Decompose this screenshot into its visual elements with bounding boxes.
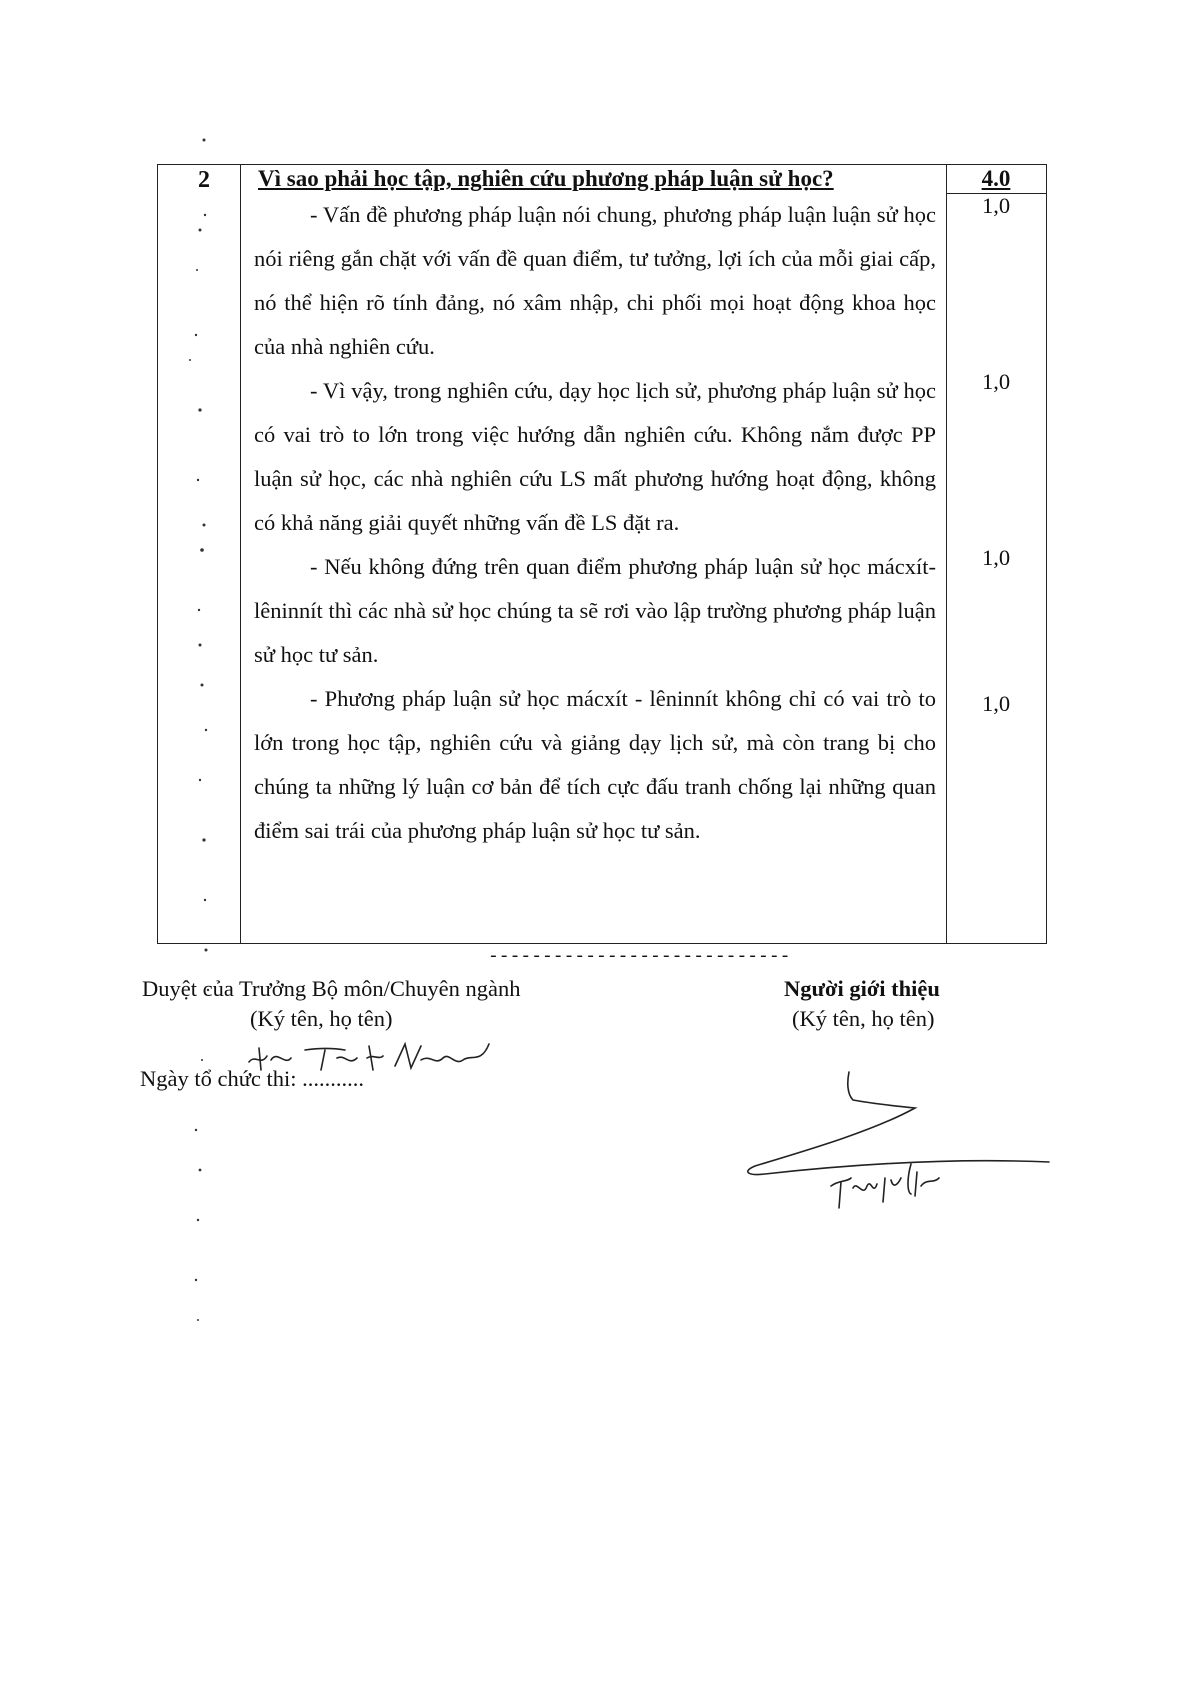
presenter-title: Người giới thiệu xyxy=(784,976,940,1001)
point-score: 1,0 xyxy=(981,545,1011,570)
presenter-signature-caption: (Ký tên, họ tên) xyxy=(792,1006,935,1031)
answer-text xyxy=(254,193,936,853)
point-score: 1,0 xyxy=(981,691,1011,716)
approver-title: Duyệt của Trưởng Bộ môn/Chuyên ngành xyxy=(142,976,521,1001)
question-number: 2 xyxy=(198,167,210,193)
question-table xyxy=(157,164,1047,944)
exam-date-label: Ngày tổ chức thi: ........... xyxy=(140,1066,365,1091)
answer-paragraph: - Nếu không đứng trên quan điểm phương pháp luận sử học mácxít-lêninnít thì các nhà sử học chúng ta sẽ rơi vào lập trường phương pháp luận sử học tư sản. xyxy=(254,554,936,667)
column-divider xyxy=(240,165,241,943)
question-title: Vì sao phải học tập, nghiên cứu phương pháp luận sử học? xyxy=(258,166,834,191)
answer-paragraph: - Vấn đề phương pháp luận nói chung, phương pháp luận luận sử học nói riêng gắn chặt với vấn đề quan điểm, tư tưởng, lợi ích của mỗi giai cấp, nó thể hiện rõ tính đảng, nó xâm nhập, chi phối mọi hoạt động khoa học của nhà nghiên cứu. xyxy=(254,202,936,359)
question-total-score: 4.0 xyxy=(981,166,1011,191)
point-score: 1,0 xyxy=(981,369,1011,394)
presenter-handwritten-signature xyxy=(735,1068,1055,1223)
answer-paragraph: - Vì vậy, trong nghiên cứu, dạy học lịch sử, phương pháp luận sử học có vai trò to lớn trong việc hướng dẫn nghiên cứu. Không nắm được PP luận sử học, các nhà nghiên cứu LS mất phương hướng hoạt động, không có khả năng giải quyết những vấn đề LS đặt ra. xyxy=(254,378,936,535)
answer-paragraph: - Phương pháp luận sử học mácxít - lêninnít không chỉ có vai trò to lớn trong học tập, nghiên cứu và giảng dạy lịch sử, mà còn trang bị cho chúng ta những lý luận cơ bản để tích cực đấu tranh chống lại những quan điểm sai trái của phương pháp luận sử học tư sản. xyxy=(254,686,936,843)
separator-line: ---------------------------- xyxy=(488,947,791,967)
approver-signature-caption: (Ký tên, họ tên) xyxy=(250,1006,393,1031)
point-score: 1,0 xyxy=(981,193,1011,218)
